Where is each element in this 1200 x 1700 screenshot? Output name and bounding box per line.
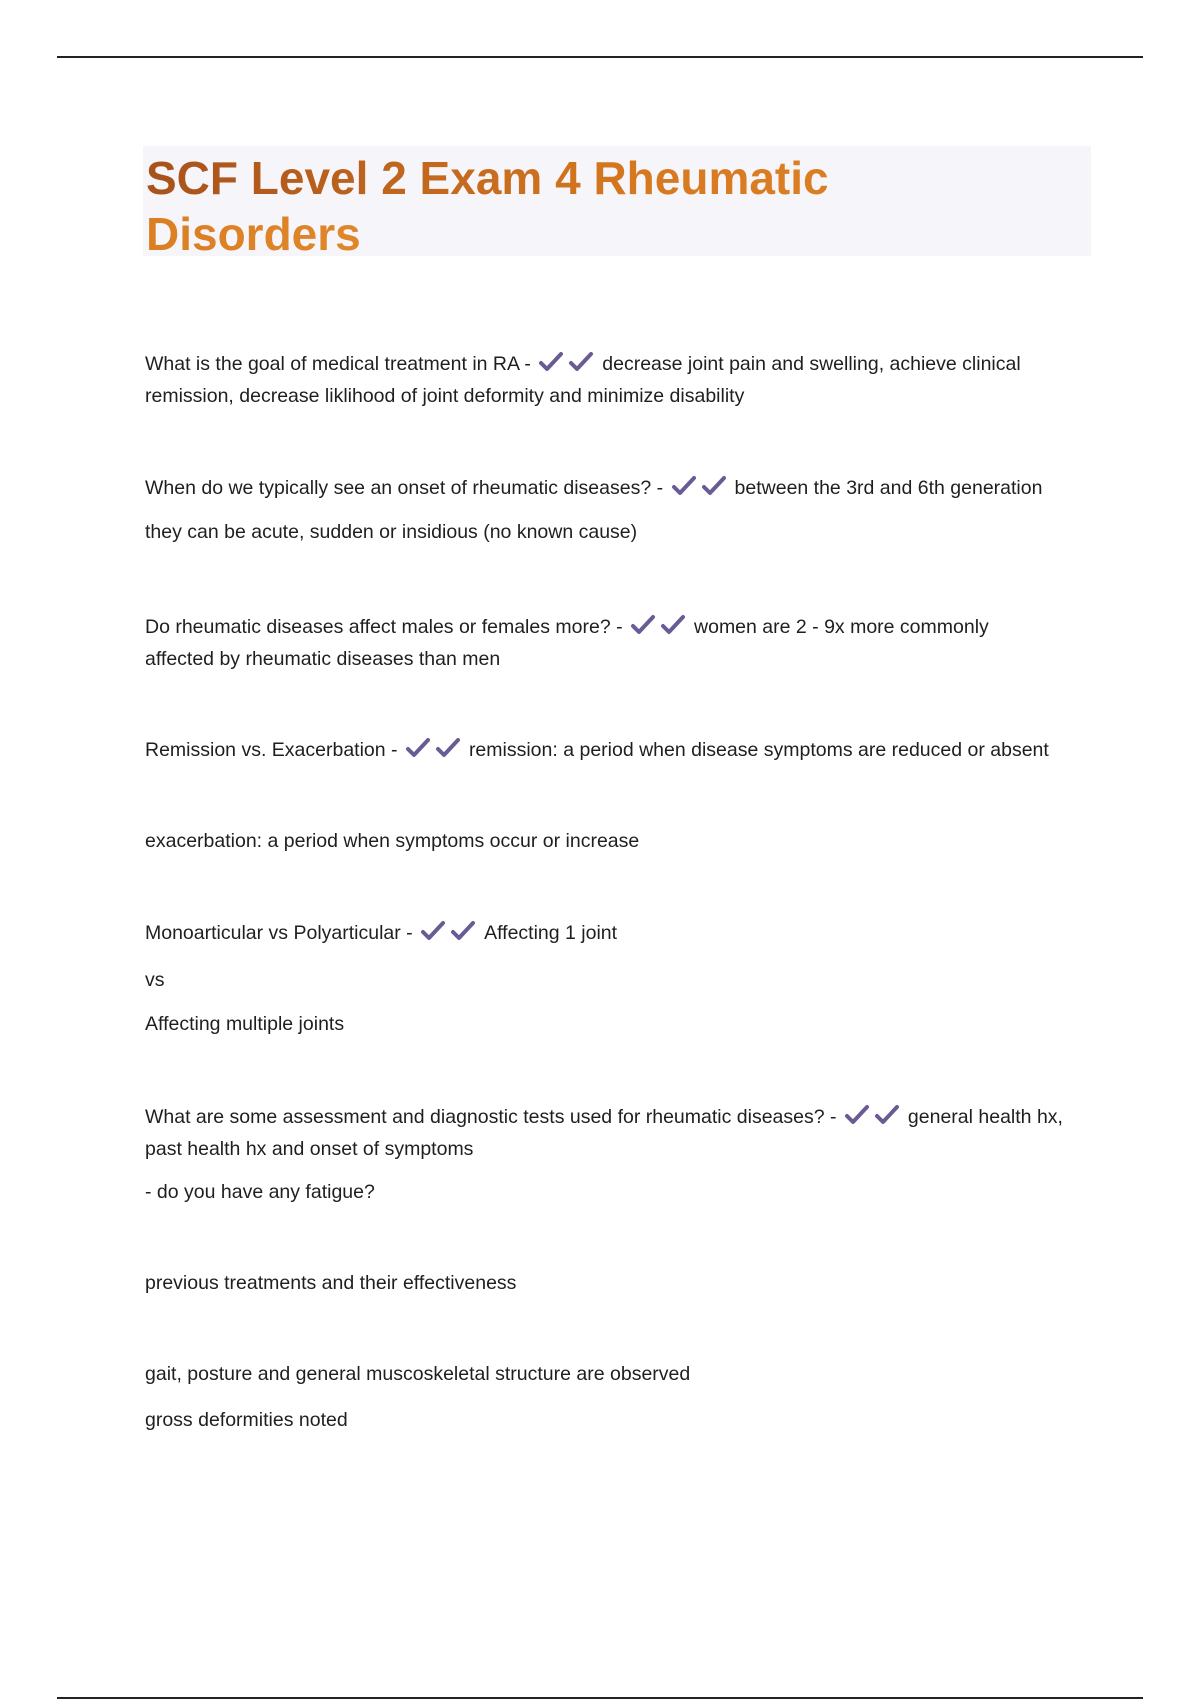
double-check-icon bbox=[844, 1104, 904, 1135]
double-check-icon bbox=[630, 614, 690, 645]
answer-note: gait, posture and general muscoskeletal structure are observed bbox=[145, 1363, 691, 1385]
answer-note: gross deformities noted bbox=[145, 1409, 348, 1431]
qa-item-5 bbox=[145, 919, 1085, 951]
document-title: SCF Level 2 Exam 4 Rheumatic Disorders bbox=[146, 152, 829, 260]
answer-text: between the 3rd and 6th generation bbox=[734, 477, 1043, 499]
qa-item-3 bbox=[145, 613, 1085, 674]
qa-item-4 bbox=[145, 736, 1085, 768]
answer-text-continued: remission, decrease liklihood of joint deformity and minimize disability bbox=[145, 385, 745, 407]
double-check-icon bbox=[420, 920, 480, 951]
double-check-icon bbox=[671, 475, 731, 506]
answer-note: vs bbox=[145, 969, 165, 991]
answer-note: exacerbation: a period when symptoms occur or increase bbox=[145, 830, 640, 852]
double-check-icon bbox=[538, 351, 598, 382]
bottom-rule bbox=[57, 1697, 1143, 1699]
top-rule bbox=[57, 56, 1143, 58]
question-text: What is the goal of medical treatment in RA - bbox=[145, 353, 531, 375]
answer-note: Affecting multiple joints bbox=[145, 1013, 345, 1035]
question-text: Do rheumatic diseases affect males or females more? - bbox=[145, 616, 623, 638]
qa-item-2 bbox=[145, 474, 1085, 506]
answer-text: women are 2 - 9x more commonly bbox=[694, 616, 989, 638]
question-text: Remission vs. Exacerbation - bbox=[145, 739, 398, 761]
double-check-icon bbox=[405, 737, 465, 768]
answer-text: Affecting 1 joint bbox=[484, 922, 618, 944]
qa-item-1 bbox=[145, 350, 1085, 411]
question-text: Monoarticular vs Polyarticular - bbox=[145, 922, 413, 944]
answer-note: previous treatments and their effectiveness bbox=[145, 1272, 517, 1294]
answer-text: remission: a period when disease symptoms are reduced or absent bbox=[468, 739, 1049, 761]
title-banner bbox=[143, 146, 1091, 260]
question-text: When do we typically see an onset of rheumatic diseases? - bbox=[145, 477, 664, 499]
answer-note: they can be acute, sudden or insidious (no known cause) bbox=[145, 521, 638, 543]
answer-text: decrease joint pain and swelling, achieve clinical bbox=[602, 353, 1021, 375]
answer-text: general health hx, bbox=[907, 1106, 1063, 1128]
qa-item-6 bbox=[145, 1103, 1085, 1164]
answer-text-continued: past health hx and onset of symptoms bbox=[145, 1138, 474, 1160]
answer-note: - do you have any fatigue? bbox=[145, 1181, 375, 1203]
question-text: What are some assessment and diagnostic tests used for rheumatic diseases? - bbox=[145, 1106, 837, 1128]
answer-text-continued: affected by rheumatic diseases than men bbox=[145, 648, 501, 670]
